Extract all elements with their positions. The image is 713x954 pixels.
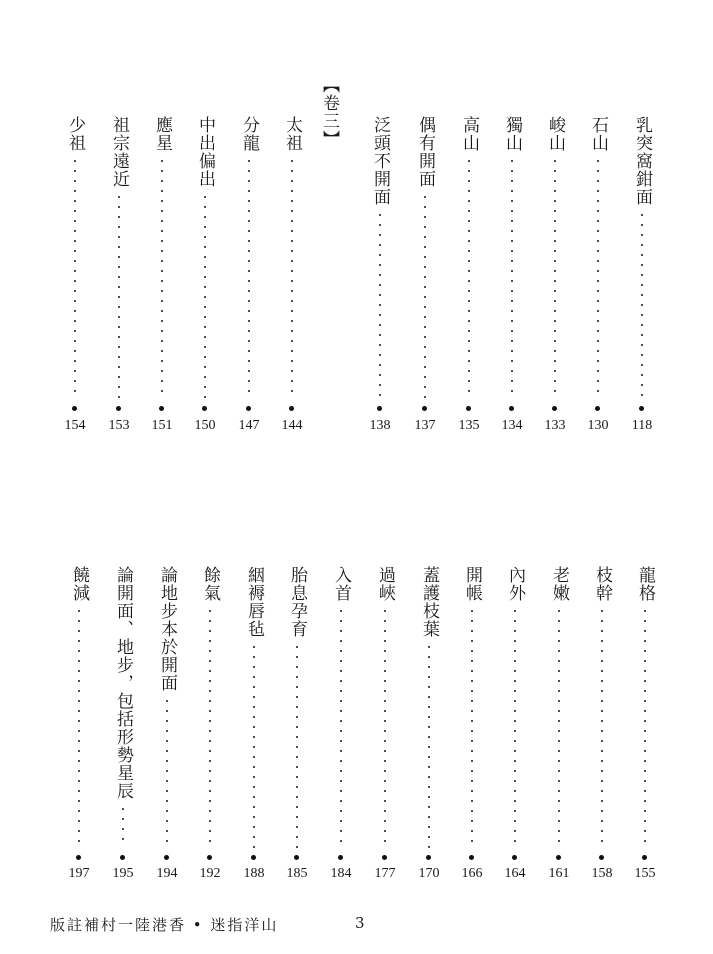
leader-end-dot — [377, 406, 382, 411]
leader-end-dot — [469, 855, 474, 860]
dot-leader — [165, 696, 169, 848]
leader-end-dot — [207, 855, 212, 860]
toc-entry-page: 192 — [199, 866, 221, 881]
toc-entry-page: 135 — [458, 418, 480, 433]
dot-leader — [640, 210, 644, 400]
dot-leader — [117, 192, 121, 400]
toc-entry-title: 胎息孕育 — [287, 566, 307, 638]
toc-entry-title: 枝幹 — [592, 566, 612, 602]
dot-leader — [427, 642, 431, 848]
dot-leader — [467, 156, 471, 400]
toc-entry-title: 蓋護枝葉 — [419, 566, 439, 638]
leader-end-dot — [120, 855, 125, 860]
leader-end-dot — [164, 855, 169, 860]
toc-entry-title: 峻山 — [545, 116, 565, 152]
dot-leader — [470, 606, 474, 848]
toc-entry-page: 170 — [418, 866, 440, 881]
leader-end-dot — [512, 855, 517, 860]
toc-entry-title: 乳突窩鉗面 — [632, 116, 652, 206]
toc-entry-page: 144 — [281, 418, 303, 433]
dot-leader — [121, 804, 125, 848]
leader-end-dot — [556, 855, 561, 860]
leader-end-dot — [246, 406, 251, 411]
leader-end-dot — [294, 855, 299, 860]
toc-entry-page: 194 — [156, 866, 178, 881]
toc-entry-page: 166 — [461, 866, 483, 881]
dot-leader — [290, 156, 294, 400]
toc-entry-page: 155 — [634, 866, 656, 881]
toc-entry-page: 133 — [544, 418, 566, 433]
toc-entry-title: 論開面、地步，包括形勢星辰 — [113, 566, 133, 800]
dot-leader — [383, 606, 387, 848]
dot-leader — [643, 606, 647, 848]
toc-entry-page: 164 — [504, 866, 526, 881]
dot-leader — [339, 606, 343, 848]
toc-entry-title: 少祖 — [65, 116, 85, 152]
dot-leader — [596, 156, 600, 400]
leader-end-dot — [599, 855, 604, 860]
toc-entry-page: 118 — [631, 418, 653, 433]
toc-entry-title: 應星 — [152, 116, 172, 152]
leader-end-dot — [552, 406, 557, 411]
toc-entry-title: 太祖 — [282, 116, 302, 152]
leader-end-dot — [338, 855, 343, 860]
toc-entry-page: 153 — [108, 418, 130, 433]
leader-end-dot — [642, 855, 647, 860]
dot-leader — [77, 606, 81, 848]
toc-entry-title: 內外 — [505, 566, 525, 602]
toc-entry-page: 134 — [501, 418, 523, 433]
dot-leader — [73, 156, 77, 400]
leader-end-dot — [76, 855, 81, 860]
toc-entry-page: 197 — [68, 866, 90, 881]
toc-entry-title: 饒減 — [69, 566, 89, 602]
toc-entry-title: 開帳 — [462, 566, 482, 602]
toc-entry-page: 177 — [374, 866, 396, 881]
toc-entry-page: 188 — [243, 866, 265, 881]
dot-leader — [557, 606, 561, 848]
leader-end-dot — [289, 406, 294, 411]
toc-entry-title: 石山 — [588, 116, 608, 152]
toc-entry-page: 158 — [591, 866, 613, 881]
dot-leader — [600, 606, 604, 848]
toc-entry-page: 195 — [112, 866, 134, 881]
toc-entry-page: 154 — [64, 418, 86, 433]
toc-entry-page: 185 — [286, 866, 308, 881]
dot-leader — [252, 642, 256, 848]
leader-end-dot — [595, 406, 600, 411]
toc-entry-title: 偶有開面 — [415, 116, 435, 188]
leader-end-dot — [466, 406, 471, 411]
dot-leader — [513, 606, 517, 848]
leader-end-dot — [251, 855, 256, 860]
dot-leader — [295, 642, 299, 848]
toc-entry-title: 龍格 — [635, 566, 655, 602]
toc-entry-title: 絪褥唇毡 — [244, 566, 264, 638]
toc-entry-title: 入首 — [331, 566, 351, 602]
leader-end-dot — [202, 406, 207, 411]
toc-entry-title: 老嫩 — [549, 566, 569, 602]
toc-entry-page: 151 — [151, 418, 173, 433]
toc-entry-title: 中出偏出 — [195, 116, 215, 188]
dot-leader — [203, 192, 207, 400]
toc-entry-title: 泛頭不開面 — [370, 116, 390, 206]
dot-leader — [378, 210, 382, 400]
toc-entry-title: 過峽 — [375, 566, 395, 602]
toc-entry-title: 祖宗遠近 — [109, 116, 129, 188]
leader-end-dot — [72, 406, 77, 411]
toc-entry-page: 138 — [369, 418, 391, 433]
dot-leader — [553, 156, 557, 400]
dot-leader — [160, 156, 164, 400]
leader-end-dot — [159, 406, 164, 411]
dot-leader — [247, 156, 251, 400]
toc-entry-page: 147 — [238, 418, 260, 433]
toc-entry-title: 餘氣 — [200, 566, 220, 602]
toc-entry-page: 150 — [194, 418, 216, 433]
leader-end-dot — [422, 406, 427, 411]
toc-entry-title: 獨山 — [502, 116, 522, 152]
leader-end-dot — [639, 406, 644, 411]
leader-end-dot — [509, 406, 514, 411]
toc-entry-page: 184 — [330, 866, 352, 881]
toc-entry-page: 137 — [414, 418, 436, 433]
dot-leader — [510, 156, 514, 400]
toc-entry-title: 分龍 — [239, 116, 259, 152]
toc-entry-title: 論地步本於開面 — [157, 566, 177, 692]
toc-entry-title: 高山 — [459, 116, 479, 152]
dot-leader — [423, 192, 427, 400]
leader-end-dot — [426, 855, 431, 860]
volume-label: 【卷三】 — [319, 76, 339, 148]
dot-leader — [208, 606, 212, 848]
toc-entry-page: 130 — [587, 418, 609, 433]
footer-text: 版註補村一陸港香 • 迷指洋山 — [50, 916, 279, 934]
toc-entry-page: 161 — [548, 866, 570, 881]
page-number: 3 — [355, 914, 365, 932]
leader-end-dot — [116, 406, 121, 411]
leader-end-dot — [382, 855, 387, 860]
